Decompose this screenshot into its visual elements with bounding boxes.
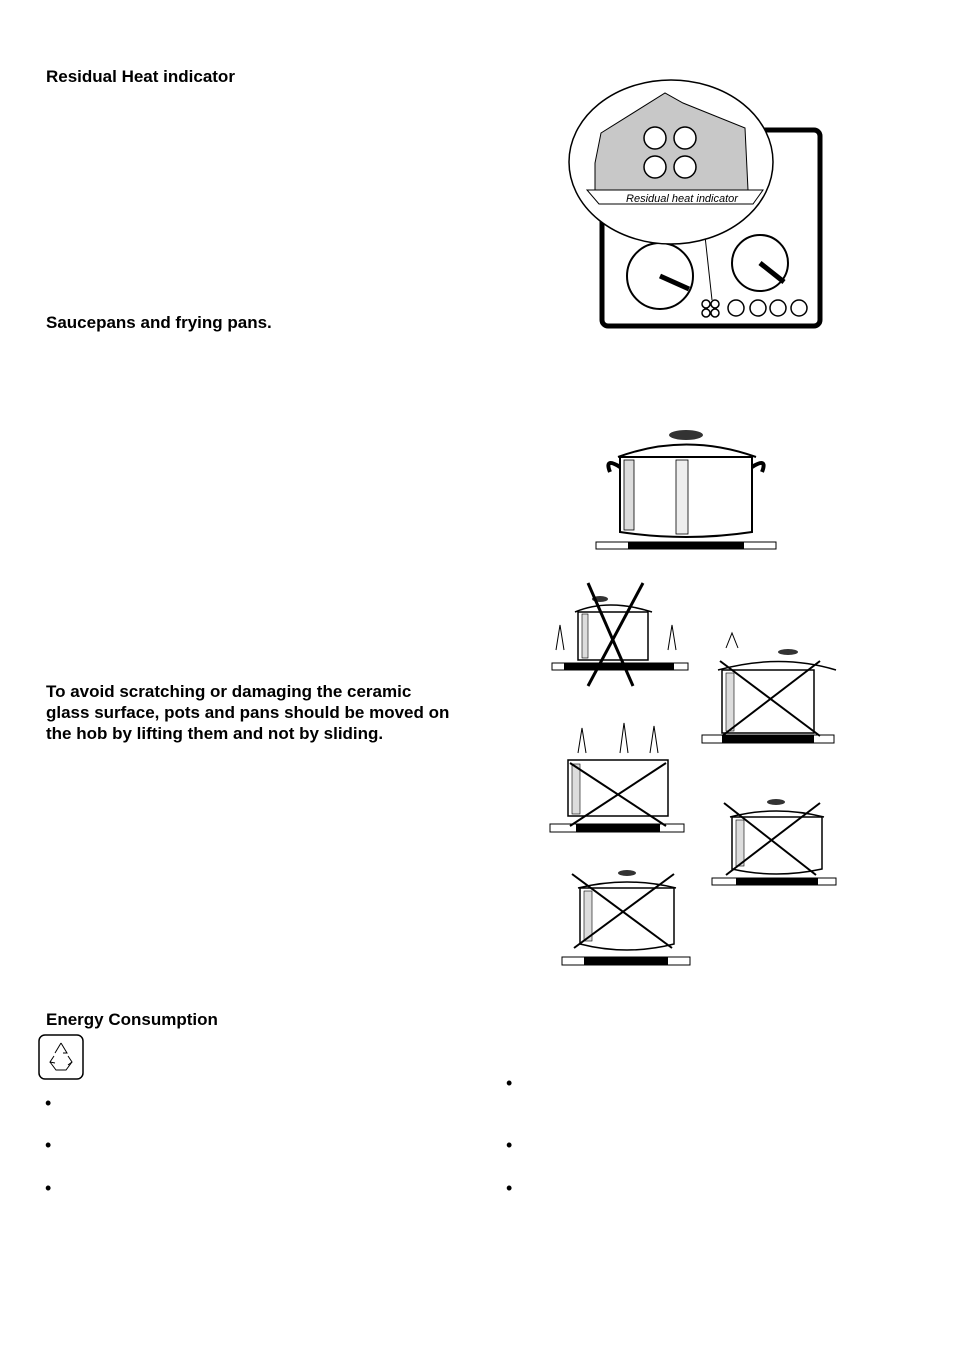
energy-consumption-heading: Energy Consumption — [46, 1010, 218, 1029]
scratching-paragraph: To avoid scratching or damaging the ceramic glass surface, pots and pans should be moved on the hob by lifting them and not by sliding. — [46, 682, 450, 743]
saucepans-heading: Saucepans and frying pans. — [46, 313, 272, 332]
bullet-right-3: • — [506, 1178, 513, 1198]
bullet-left-2: • — [45, 1135, 52, 1155]
recycle-icon — [38, 1034, 84, 1080]
hob-illustration — [565, 78, 830, 333]
incorrect-pan-large-lid — [700, 628, 840, 748]
bullet-right-2: • — [506, 1135, 513, 1155]
incorrect-pan-convex-base — [710, 795, 840, 887]
residual-heat-callout-label: Residual heat indicator — [626, 193, 738, 205]
incorrect-pan-small-base — [548, 580, 693, 690]
residual-heat-heading: Residual Heat indicator — [46, 67, 235, 86]
bullet-right-1: • — [506, 1073, 513, 1093]
correct-pan-illustration — [592, 427, 782, 553]
bullet-left-1: • — [45, 1093, 52, 1113]
bullet-left-3: • — [45, 1178, 52, 1198]
incorrect-pan-steam — [548, 708, 688, 836]
incorrect-pan-concave-base — [560, 866, 694, 970]
